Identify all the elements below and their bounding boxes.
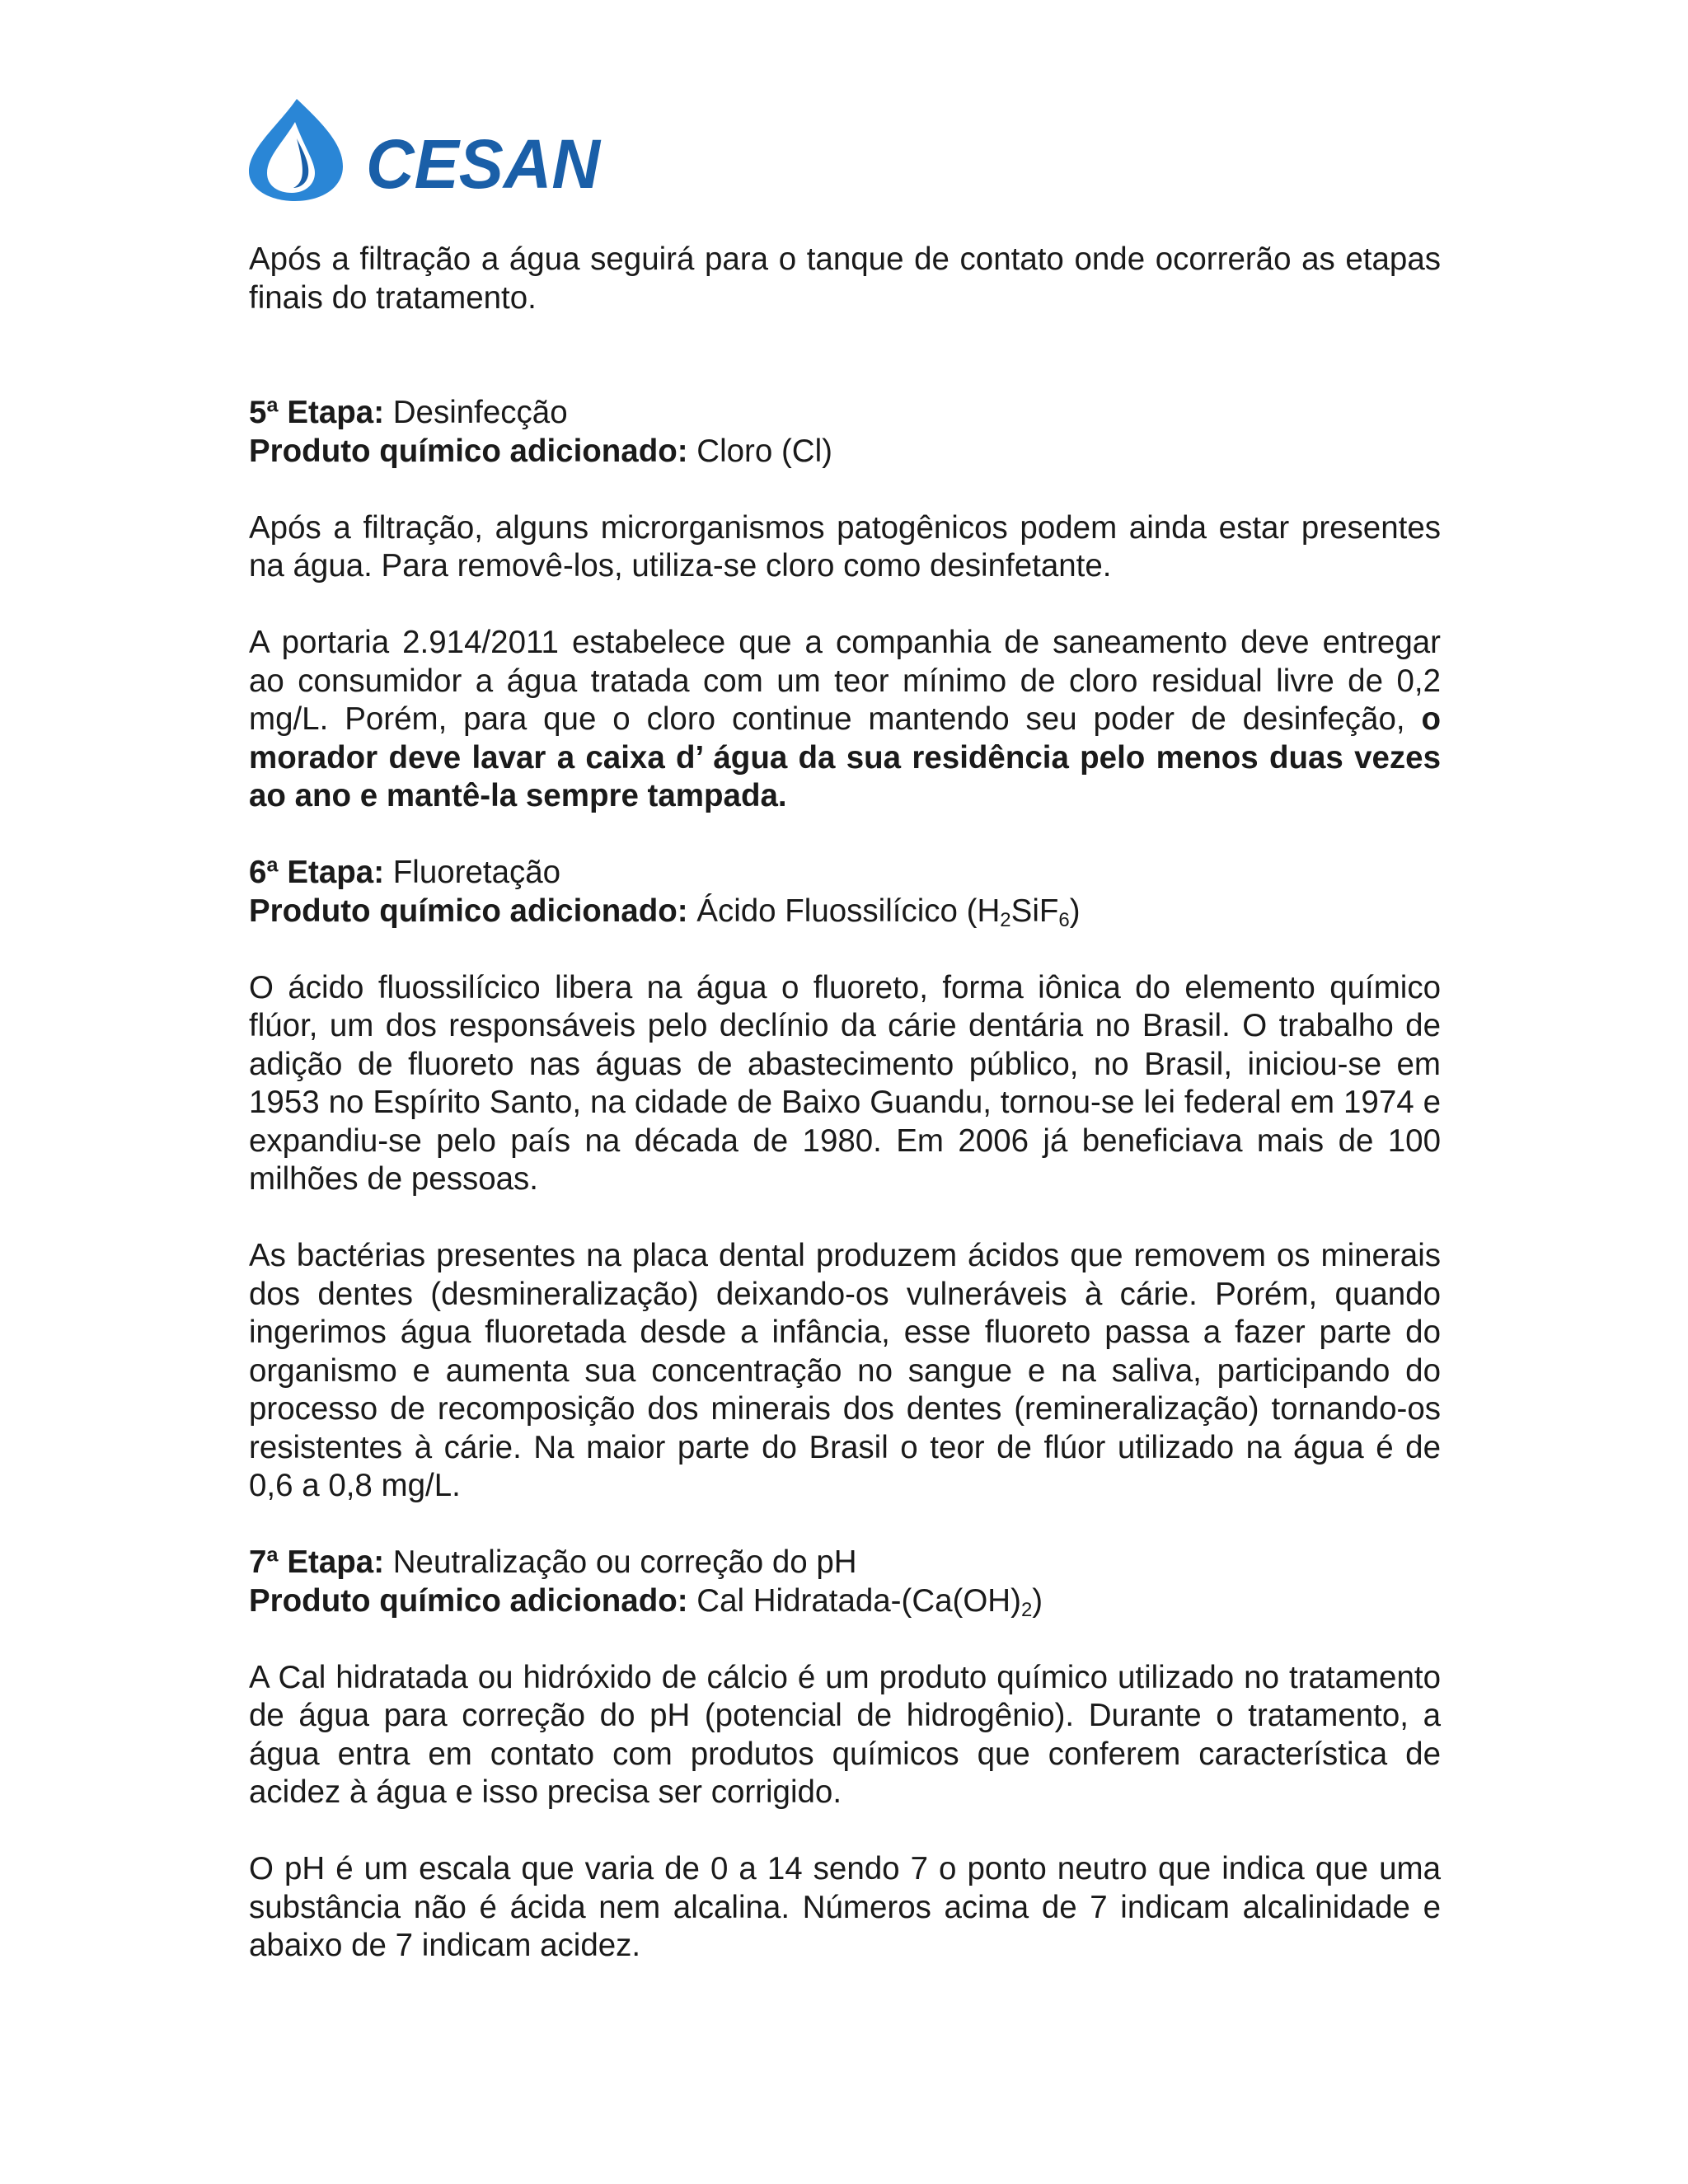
water-drop-logo-icon [246,97,608,203]
paragraph-text: A portaria 2.914/2011 estabelece que a companhia de saneamento deve entregar ao consumidor a água tratada com um teor mínimo de cloro residual livre de 0,2 mg/L. Porém, para que o cloro continue mantendo seu poder de desinfeção, [249,625,1441,737]
document-body [249,241,1441,1966]
stage-7-heading [249,1544,1441,1582]
stage-5-heading [249,394,1441,433]
cesan-logo [246,97,608,203]
stage-5-product [249,433,1441,471]
stage-6-paragraph-1: O ácido fluossilícico libera na água o fluoreto, forma iônica do elemento químico flúor, um dos responsáveis pelo declínio da cárie dentária no Brasil. O trabalho de adição de fluoreto nas águas de abastecimento público, no Brasil, iniciou-se em 1953 no Espírito Santo, na cidade de Baixo Guandu, tornou-se lei federal em 1974 e expandiu-se pelo país na década de 1980. Em 2006 já beneficiava mais de 100 milhões de pessoas. [249,969,1441,1197]
stage-name: Fluoretação [392,855,561,890]
intro-paragraph: Após a filtração a água seguirá para o tanque de contato onde ocorrerão as etapas finais do tratamento. [249,241,1441,316]
stage-name: Desinfecção [392,395,568,430]
stage-5-paragraph-1: Após a filtração, alguns microrganismos patogênicos podem ainda estar presentes na água. Para removê-los, utiliza-se cloro como desinfetante. [249,509,1441,583]
stage-label: Etapa: [287,395,385,430]
product-label: Produto químico adicionado: [249,433,688,469]
stage-7-product [249,1582,1441,1621]
stage-label: Etapa: [287,855,385,890]
product-value: Cloro (Cl) [696,433,832,469]
stage-name: Neutralização ou correção do pH [392,1544,857,1580]
stage-5-paragraph-2 [249,624,1441,816]
product-label: Produto químico adicionado: [249,1582,688,1619]
stage-6-paragraph-2: As bactérias presentes na placa dental produzem ácidos que removem os minerais dos dentes (desmineralização) deixando-os vulneráveis à cárie. Porém, quando ingerimos água fluoretada desde a infância, esse fluoreto passa a fazer parte do organismo e aumenta sua concentração no sangue e na saliva, participando do processo de recomposição dos minerais dos dentes (remineralização) tornando-os resistentes à cárie. Na maior parte do Brasil o teor de flúor utilizado na água é de 0,6 a 0,8 mg/L. [249,1238,1441,1503]
stage-7-paragraph-2: O pH é um escala que varia de 0 a 14 sendo 7 o ponto neutro que indica que uma substância não é ácida nem alcalina. Números acima de 7 indicam alcalinidade e abaixo de 7 indicam acidez. [249,1851,1441,1963]
stage-number: 6ª [249,855,279,890]
stage-number: 5ª [249,395,279,430]
stage-label: Etapa: [287,1544,385,1580]
stage-7-paragraph-1: A Cal hidratada ou hidróxido de cálcio é um produto químico utilizado no tratamento de água para correção do pH (potencial de hidrogênio). Durante o tratamento, a água entra em contato com produtos químicos que conferem característica de acidez à água e isso precisa ser corrigido. [249,1659,1441,1810]
stage-6-heading [249,854,1441,893]
product-value: Ácido Fluossilícico $(H_2SiF_6)$ [696,893,1081,931]
stage-6-product [249,893,1441,931]
bold-warning-text: o morador deve lavar a caixa d’ água da sua residência pelo menos duas vezes ao ano e mantê-la sempre tampada. [249,701,1441,813]
logo-text: CESAN [366,125,603,203]
product-value: Cal Hidratada-$(Ca(OH)_2)$ [696,1582,1043,1621]
stage-number: 7ª [249,1544,279,1580]
product-label: Produto químico adicionado: [249,893,688,929]
